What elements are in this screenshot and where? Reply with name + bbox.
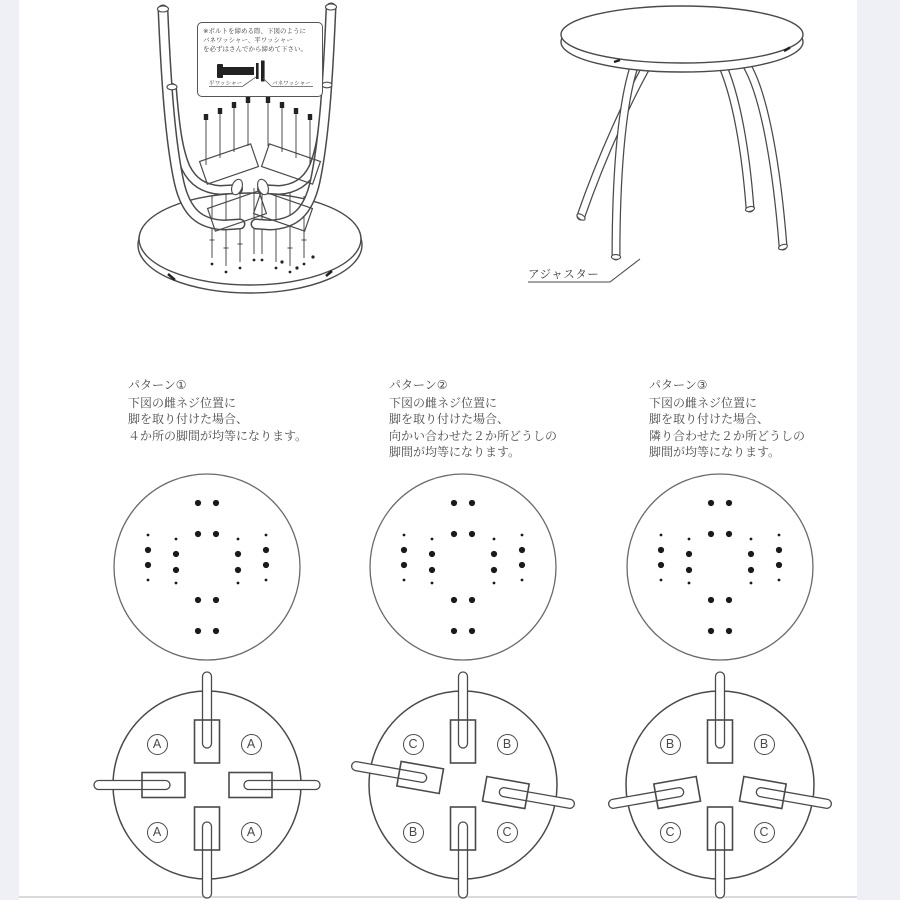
screw-hole [175,538,178,541]
bolt-washer-diagram [203,55,317,91]
screw-hole [688,538,691,541]
pattern-desc-line: 脚を取り付けた場合、 [389,412,510,426]
screw-hole [147,579,150,582]
pattern-desc-line: 下図の雌ネジ位置に [649,395,758,410]
screw-hole [469,531,475,537]
screw-hole [265,534,268,537]
tabletop-underside [138,193,362,293]
screw-hole [519,562,525,568]
leg-tube-end [167,84,177,90]
screw-hole [658,562,664,568]
screw-hole [778,534,781,537]
screw-hole [173,551,179,557]
pattern-desc-line: 下図の雌ネジ位置に [389,395,498,410]
screw-hole [708,500,714,506]
screw-hole [519,547,525,553]
screw-hole-diagrams [85,455,835,685]
adjuster-label: アジャスター [528,269,600,281]
table-legs [576,60,788,260]
screw-hole [195,531,201,537]
flat-washer-label: 平ワッシャー [209,81,243,87]
leg-rod [244,781,320,790]
screw-hole [401,547,407,553]
upper-bolts [204,97,312,165]
note-text-line: ※ボルトを締める際、下図のように [203,28,306,35]
note-text-line: を必ずはさんでから締めて下さい。 [203,46,307,53]
leg-rod [716,822,725,898]
screw-hole [213,531,219,537]
screw-hole [213,628,219,634]
leg-rod [459,822,468,898]
screw-hole [451,500,457,506]
leg-rod [94,781,170,790]
screw-hole [213,500,219,506]
leg-position-letter-tr: A [241,734,262,755]
screw-hole [401,562,407,568]
screw-hole [708,597,714,603]
leg-position-letter-br: C [754,822,775,843]
screw-hole [195,500,201,506]
leg-rod [203,822,212,898]
screw-hole [491,567,497,573]
pattern-desc-line: 下図の雌ネジ位置に [128,395,237,410]
screw-hole [195,597,201,603]
screw-hole [750,582,753,585]
screw-hole [469,628,475,634]
screw-hole [431,538,434,541]
screw-hole [688,582,691,585]
screw-hole [493,582,496,585]
pattern-1-text [128,377,368,444]
screw-hole [776,562,782,568]
screw-hole [429,551,435,557]
screw-hole [263,562,269,568]
screw-hole-circle-1 [114,474,300,660]
screw-hole [686,551,692,557]
screw-hole [660,534,663,537]
screw-hole [750,538,753,541]
leg-position-letter-bl: B [403,822,424,843]
leg-rod [203,672,212,748]
screw-hole [175,582,178,585]
screw-hole [235,567,241,573]
screw-hole [726,531,732,537]
pattern-1-title: パターン① [128,378,187,392]
screw-hole [469,500,475,506]
screw-hole [451,628,457,634]
screw-hole [469,597,475,603]
screw-hole [235,551,241,557]
leg-position-letter-bl: A [147,822,168,843]
pattern-3-text [649,377,889,461]
screw-hole [748,551,754,557]
leg-position-letter-br: A [241,822,262,843]
pattern-desc-line: 脚間が均等になります。 [389,445,521,459]
screw-hole [660,579,663,582]
bracket-circle-1 [94,672,320,898]
pattern-3-title: パターン③ [649,378,708,392]
screw-hole [145,562,151,568]
leg-tube-end [158,6,169,12]
pattern-desc-line: 向かい合わせた２か所どうしの [389,428,558,443]
screw-hole [726,500,732,506]
screw-hole [686,567,692,573]
screw-hole-circle-3 [627,474,813,660]
screw-hole [237,538,240,541]
screw-hole [491,551,497,557]
pattern-desc-line: 脚を取り付けた場合、 [128,412,249,426]
screw-hole [265,579,268,582]
leg-position-letter-tr: B [754,734,775,755]
screw-hole [403,579,406,582]
spring-washer-label: バネワッシャー [272,81,311,87]
leg-position-letter-tl: A [147,734,168,755]
screw-hole [403,534,406,537]
screw-hole [213,597,219,603]
leg-tube-end [322,82,332,88]
adjuster-foot [611,254,620,259]
screw-hole [237,582,240,585]
leg-position-letter-tl: B [660,734,681,755]
screw-hole [708,628,714,634]
screw-hole [726,597,732,603]
screw-hole [451,597,457,603]
screw-hole [521,534,524,537]
screw-hole-circle-2 [370,474,556,660]
leg-rod [459,672,468,748]
leg-position-letter-tr: B [497,734,518,755]
screw-hole [431,582,434,585]
bracket-circle-2 [350,672,577,898]
pattern-2-text [389,377,629,461]
pattern-desc-line: 脚を取り付けた場合、 [649,412,770,426]
assembled-table-figure [500,0,830,300]
screw-hole [493,538,496,541]
leg-position-letter-bl: C [660,822,681,843]
screw-hole [195,628,201,634]
leg-rod [716,672,725,748]
pattern-desc-line: 脚間が均等になります。 [649,445,781,459]
screw-hole [173,567,179,573]
leg-bracket-diagrams [85,668,835,900]
screw-hole [147,534,150,537]
screw-hole [263,547,269,553]
pattern-2-title: パターン② [389,378,448,392]
screw-hole [145,547,151,553]
washer-note-box [197,22,323,97]
note-text-line: バネワッシャー、平ワッシャー [203,37,293,44]
tabletop [561,6,803,72]
leg-tube-end [326,4,337,10]
bracket-circle-3 [607,672,834,898]
leg-position-letter-br: C [497,822,518,843]
pattern-desc-line: ４か所の脚間が均等になります。 [128,428,308,443]
screw-hole [451,531,457,537]
screw-hole [748,567,754,573]
screw-hole [658,547,664,553]
flat-washer-glyph [256,63,259,79]
leg-position-letter-tl: C [403,734,424,755]
screw-hole [521,579,524,582]
screw-hole [708,531,714,537]
screw-hole [778,579,781,582]
screw-hole [429,567,435,573]
screw-hole [776,547,782,553]
pattern-desc-line: 隣り合わせた２か所どうしの [649,428,806,443]
screw-hole [726,628,732,634]
